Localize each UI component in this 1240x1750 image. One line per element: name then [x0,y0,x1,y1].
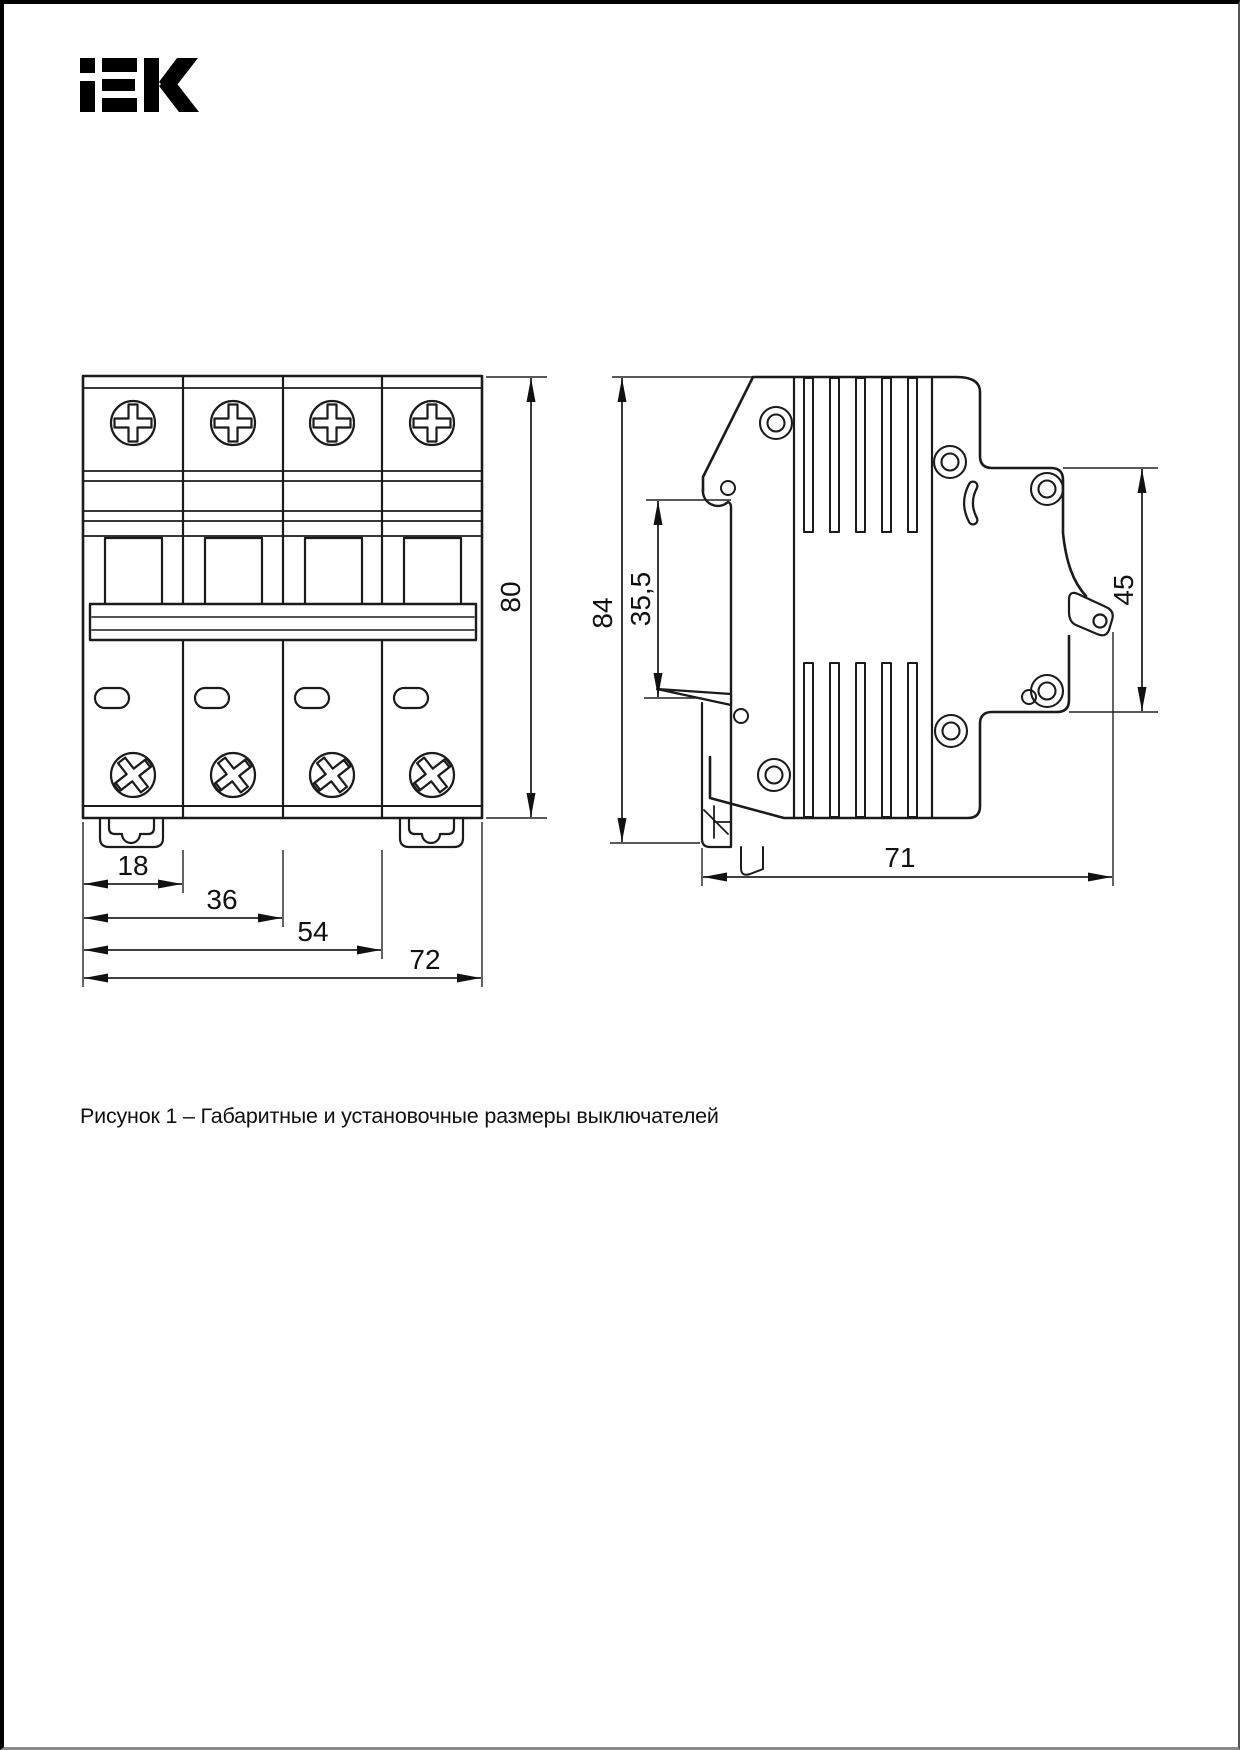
dimension-label-35-5: 35,5 [625,571,656,627]
dimension-84 [587,378,627,842]
pin-hole [734,709,748,723]
vent-slots-bottom [804,663,917,817]
dimension-18 [84,850,182,889]
dimension-54 [84,916,381,955]
dimension-35-5 [625,501,663,697]
front-view [83,376,482,847]
din-rail-clip [100,818,163,847]
indicator-window [394,688,428,708]
side-view [657,377,1113,875]
indicator-window [195,688,229,708]
logo-letter-i-dot [80,58,95,73]
terminal-screw-icon [310,401,354,445]
figure-caption: Рисунок 1 – Габаритные и установочные размеры выключателей [80,1104,719,1128]
indicator-window [95,688,129,708]
rivet-icon [758,759,790,791]
dimension-label-54: 54 [297,916,329,947]
rivet-icon [1031,675,1063,707]
logo-letter-k-stem [144,58,159,112]
toggle-handle [105,538,162,605]
dimension-80 [495,378,536,817]
toggle-handle [305,538,362,605]
terminal-screw-icon [211,401,255,445]
clip-release-hook [741,847,763,875]
side-silhouette-top [703,377,1086,596]
dimension-label-72: 72 [409,944,441,975]
dimension-label-84: 84 [587,597,618,629]
indicator-window [295,688,329,708]
logo-letter-e-bar [102,98,137,112]
vent-slots-top [804,378,917,532]
terminal-screw-icon [111,401,155,445]
rivet-icon [1031,473,1063,505]
terminal-screw-icon [404,747,460,802]
dimension-label-45: 45 [1108,574,1139,606]
logo-letter-i-stem [80,81,95,112]
din-rail-clip [400,818,463,847]
toggle-handle [404,538,461,605]
toggle-handle [205,538,262,605]
side-front-edge [703,489,731,846]
dimension-45 [1108,469,1147,711]
rail-latch [1069,593,1113,635]
curved-slot [969,486,974,520]
clip-spring-tab [657,689,731,705]
pin-hole [1022,690,1036,704]
dimension-label-36: 36 [206,884,238,915]
dimension-label-18: 18 [117,850,149,881]
logo-letter-e-bar [102,79,135,91]
handle-tie-bar [90,604,476,640]
dimension-label-71: 71 [884,842,916,873]
terminal-screw-icon [410,401,454,445]
pin-hole [721,481,735,495]
rivet-icon [934,446,966,478]
dimension-label-80: 80 [495,581,526,613]
terminal-screw-icon [105,747,161,802]
terminal-screw-icon [304,747,360,802]
rivet-icon [935,715,967,747]
terminal-screw-icon [205,747,261,802]
iek-logo [80,58,199,112]
logo-letter-e-bar [102,58,137,72]
rivet-icon [760,407,792,439]
dimension-71 [703,842,1112,882]
